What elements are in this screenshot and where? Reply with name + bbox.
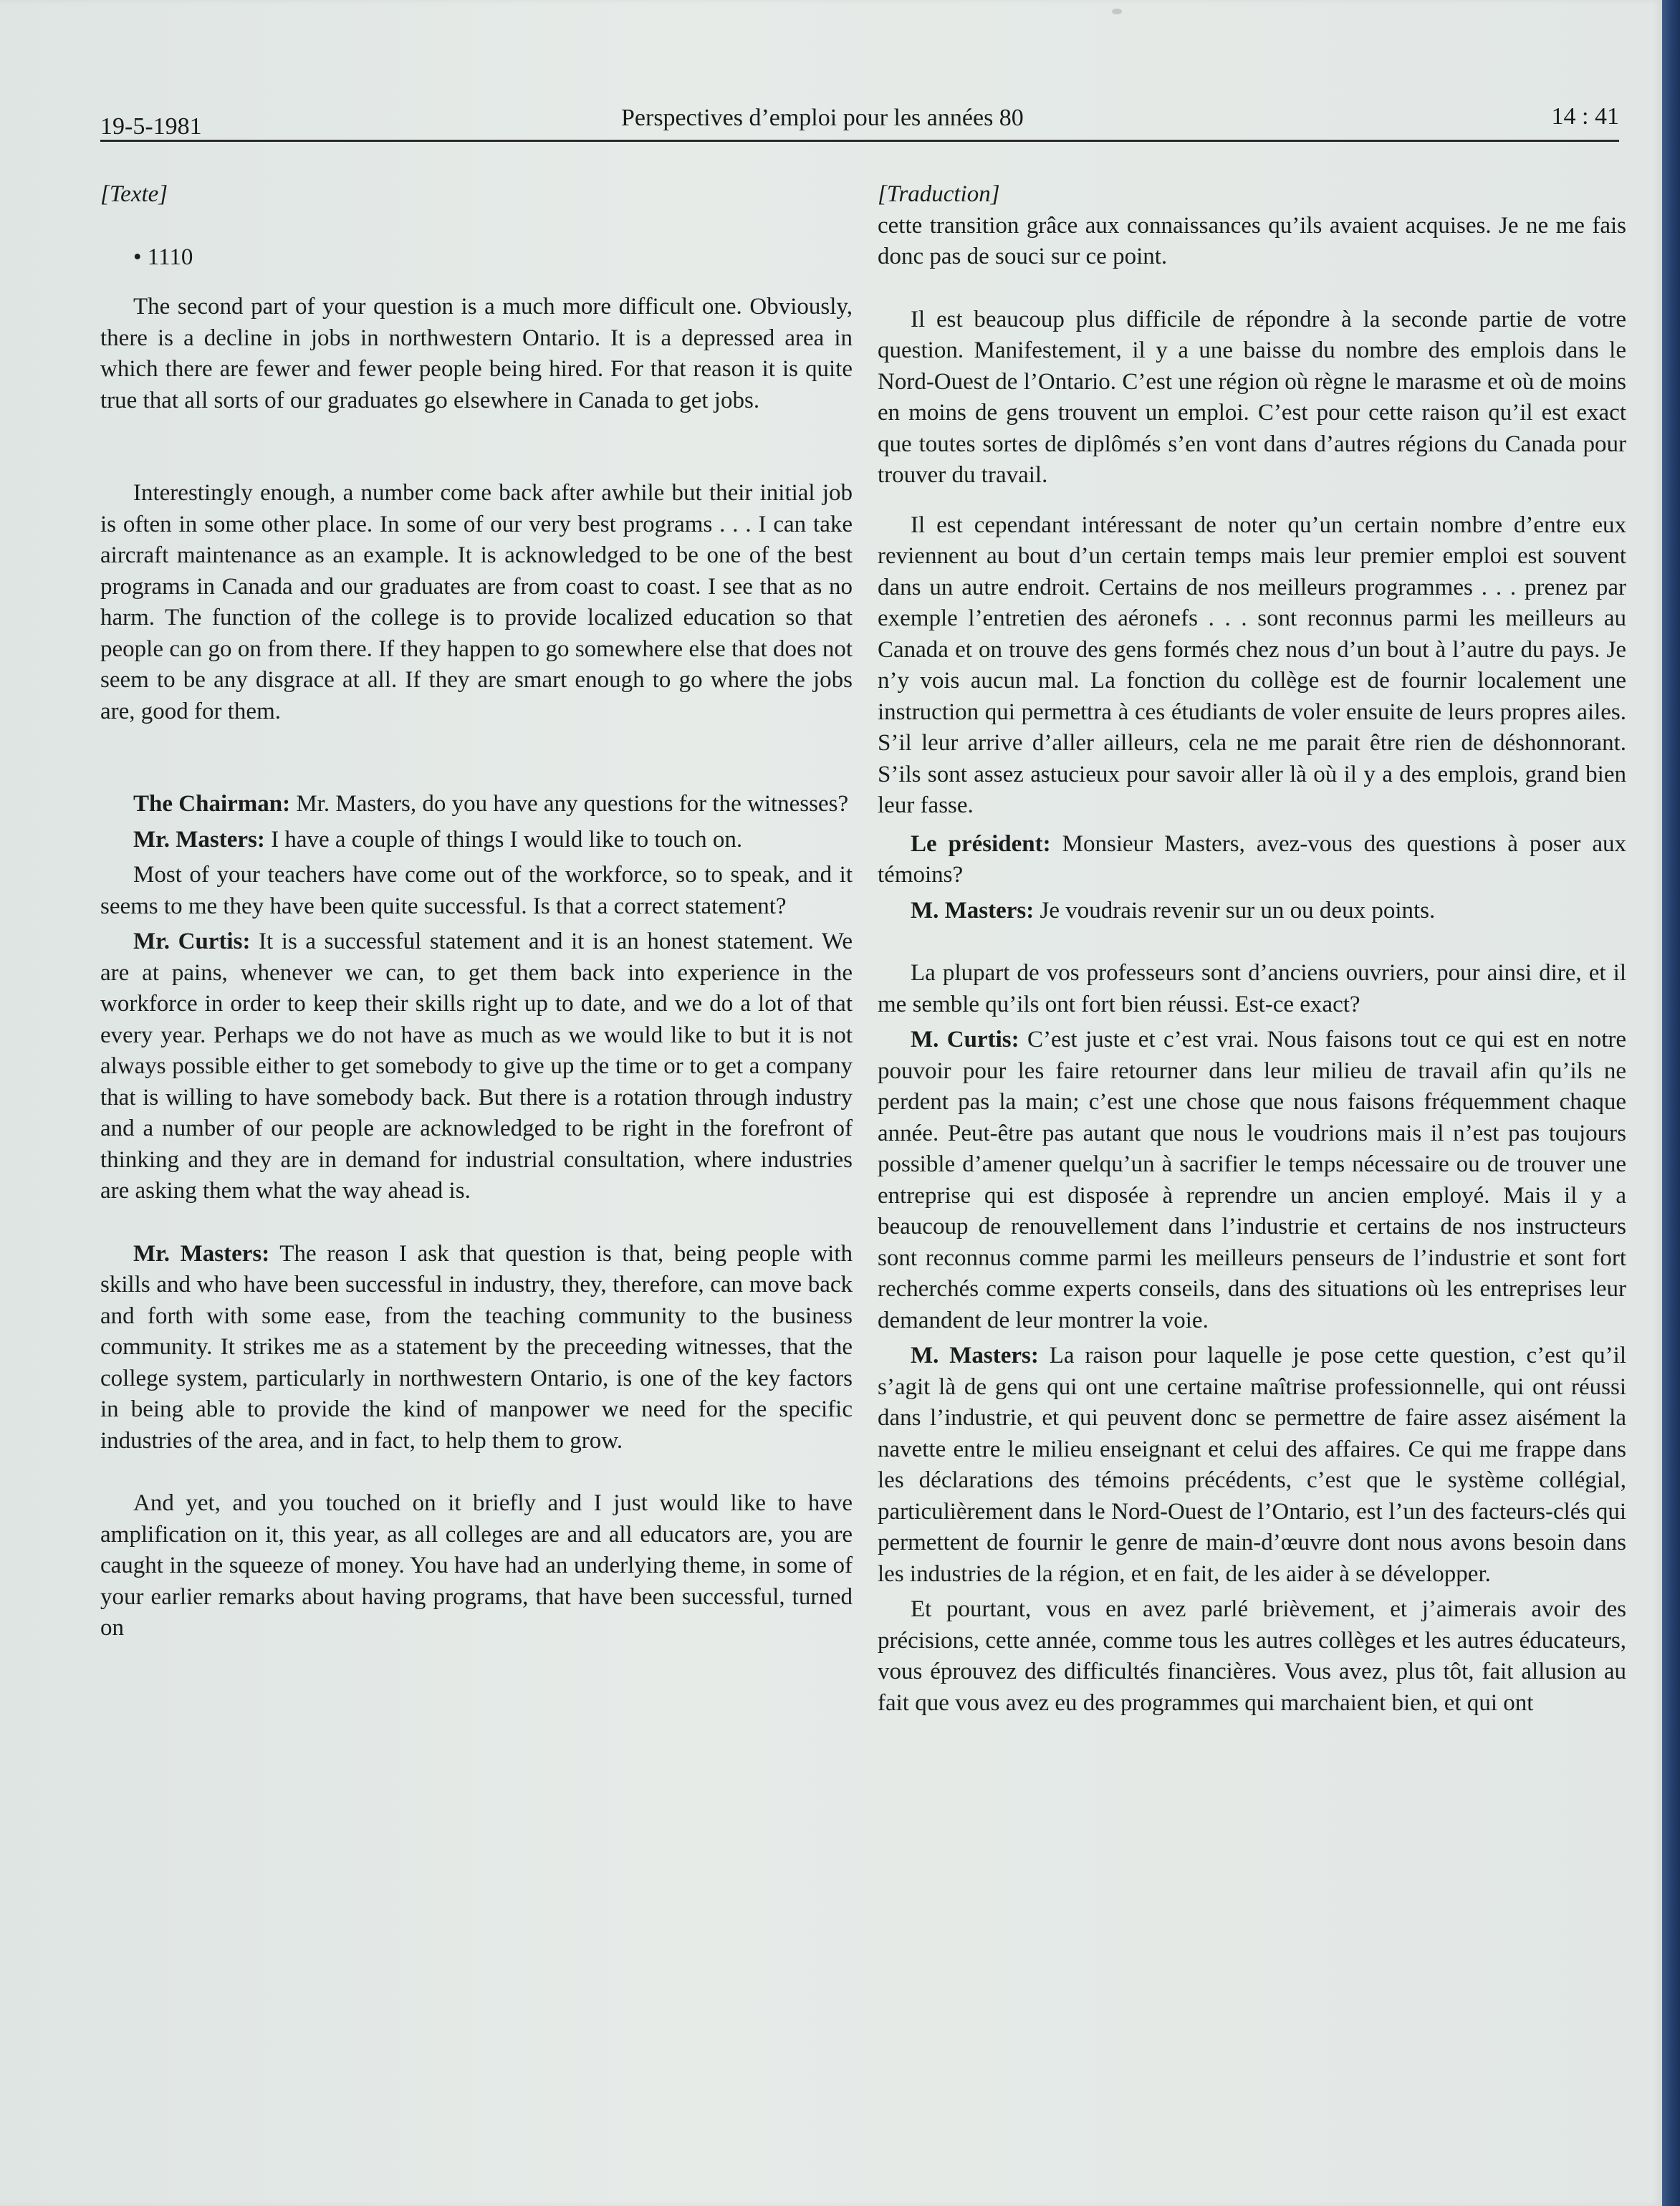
speaker-paragraph xyxy=(100,1239,853,1457)
paragraph: Most of your teachers have come out of the workforce, so to speak, and it seems to me they have been quite successful. Is that a correct statement? xyxy=(100,862,853,919)
paragraph: The second part of your question is a much more difficult one. Obviously, there is a decline in jobs in northwestern Ontario. It is a depressed area in which there are fewer and fewer people being hired. For that reason it is quite true that all sorts of our graduates go elsewhere in Canada to get jobs. xyxy=(100,294,853,413)
paper-speck xyxy=(1112,9,1122,14)
section-label-texte: [Texte] xyxy=(100,181,168,207)
header-title: Perspectives d’emploi pour les années 80 xyxy=(621,105,1024,131)
speech-text: It is a successful statement and it is an honest statement. We are at pains, whenever we can, to get them back into experience in the workforce in order to keep their skills right up to date, and we do a lot of that every year. Perhaps we do not have as much as we would like to but it is not always possible either to get somebody to give up the time or to get a company that is willing to have somebody back. But there is a rotation through industry and a number of our people are acknowledged to be right in the forefront of thinking and they are in demand for industrial consultation, where industries are asking them what the way ahead is. xyxy=(100,929,853,1204)
time-marker: • 1110 xyxy=(133,244,193,270)
speaker-name: Mr. Curtis: xyxy=(133,929,251,954)
speaker-name: Le président: xyxy=(911,830,1051,857)
section-label-traduction: [Traduction] xyxy=(878,181,1000,207)
speaker-name: The Chairman: xyxy=(133,791,291,817)
paragraph: Il est beaucoup plus difficile de répondre à la seconde partie de votre question. Manifestement, il y a une baisse du nombre des emplois dans le Nord-Ouest de l’Ontario. C’est une région où règne le marasme et où de moins en moins de gens trouvent un emploi. C’est pour cette raison qu’il est exact que toutes sortes de diplômés s’en vont dans d’autres régions du Canada pour trouver du travail. xyxy=(878,306,1626,488)
speaker-name: M. Masters: xyxy=(911,1343,1039,1368)
speech-text: Mr. Masters, do you have any questions for the witnesses? xyxy=(290,791,849,817)
running-header xyxy=(100,100,1619,143)
speaker-name: Mr. Masters: xyxy=(133,1240,270,1267)
speaker-name: M. Curtis: xyxy=(911,1027,1019,1052)
header-page-number: 14 : 41 xyxy=(1551,103,1619,130)
paragraph: cette transition grâce aux connaissances qu’ils avaient acquises. Je ne me fais donc pas de souci sur ce point. xyxy=(878,212,1626,269)
speech-text: La raison pour laquelle je pose cette question, c’est qu’il s’agit là de gens qui ont une certaine maîtrise professionnelle, qui ont réussi dans l’industrie, et qui peuvent donc se permettre de faire assez aisément la navette entre le milieu enseignant et celui des affaires. Ce qui me frappe dans les déclarations des témoins précédents, c’est que le système collégial, particulièrement dans le Nord-Ouest de l’Ontario, est l’un des facteurs-clés qui permettent de fournir le genre de main-d’œuvre dont nous avons besoin dans les industries de la région, et en fait, de les aider à se développer. xyxy=(878,1343,1626,1587)
paragraph: La plupart de vos professeurs sont d’anciens ouvriers, pour ainsi dire, et il me semble qu’ils ont fort bien réussi. Est-ce exact? xyxy=(878,960,1626,1017)
speaker-paragraph xyxy=(878,829,1626,891)
speaker-paragraph xyxy=(878,896,1626,927)
header-date: 19-5-1981 xyxy=(100,113,202,140)
paragraph: Interestingly enough, a number come back after awhile but their initial job is often in some other place. In some of our very best programs . . . I can take aircraft maintenance as an example. It is acknowledged to be one of the best programs in Canada and our graduates are from coast to coast. I see that as no harm. The function of the college is to provide localized education so that people can go on from there. If they happen to go somewhere else that does not seem to be any disgrace at all. If they are smart enough to go where the jobs are, good for them. xyxy=(100,480,853,724)
speaker-name: M. Masters: xyxy=(911,897,1035,924)
speech-text: I have a couple of things I would like to touch on. xyxy=(264,826,743,853)
speaker-paragraph xyxy=(878,1025,1626,1336)
header-rule xyxy=(100,140,1619,142)
speech-text: The reason I ask that question is that, being people with skills and who have been successful in industry, they, therefore, can move back and forth with some ease, from the teaching community to the business community. It strikes me as a statement by the preceeding witnesses, that the college system, particularly in northwestern Ontario, is one of the key factors in being able to provide the kind of manpower we need for the specific industries of the area, and in fact, to help them to grow. xyxy=(100,1240,853,1454)
speaker-name: Mr. Masters: xyxy=(133,826,265,853)
french-column xyxy=(878,179,1626,1719)
english-column xyxy=(100,179,853,1644)
binding-spine xyxy=(1662,0,1680,2206)
speaker-paragraph xyxy=(878,1341,1626,1590)
speech-text: Monsieur Masters, avez-vous des questions à poser aux témoins? xyxy=(878,830,1626,888)
paragraph: Et pourtant, vous en avez parlé brièvement, et j’aimerais avoir des précisions, cette année, comme tous les autres collèges et les autres éducateurs, vous éprouvez des difficultés financières. Vous avez, plus tôt, fait allusion au fait que vous avez eu des programmes qui marchaient bien, et qui ont xyxy=(878,1596,1626,1716)
speaker-paragraph xyxy=(100,926,853,1207)
speech-text: Je voudrais revenir sur un ou deux points. xyxy=(1034,897,1436,924)
paragraph: And yet, and you touched on it briefly and I just would like to have amplification on it, this year, as all colleges are and all educators are, you are caught in the squeeze of money. You have had an underlying theme, in some of your earlier remarks about having programs, that have been successful, turned on xyxy=(100,1490,853,1641)
speech-text: C’est juste et c’est vrai. Nous faisons tout ce qui est en notre pouvoir pour les faire retourner dans leur milieu de travail afin qu’ils ne perdent pas la main; c’est une chose que nous faisons fréquemment chaque année. Peut-être pas autant que nous le voudrions mais il n’est pas toujours possible d’amener quelqu’un à sacrifier le temps nécessaire ou de trouver une entreprise qui est disposée à reprendre un ancien employé. Mais il y a beaucoup de renouvellement dans l’industrie et certains de nos instructeurs sont reconnus comme parmi les meilleurs penseurs de l’industrie et sont fort recherchés comme experts conseils, dans des situations où les entreprises leur demandent de leur montrer la voie. xyxy=(878,1027,1626,1333)
speaker-paragraph xyxy=(100,789,853,820)
paragraph: Il est cependant intéressant de noter qu’un certain nombre d’entre eux reviennent au bout d’un certain temps mais leur premier emploi est souvent dans un autre endroit. Certains de nos meilleurs programmes . . . prenez par exemple l’entretien des aéronefs . . . sont reconnus parmi les meilleurs au Canada et on trouve des gens formés chez nous d’un bout à l’autre du pays. Je n’y vois aucun mal. La fonction du collège est de fournir localement une instruction qui permettra à ces étudiants de voler ensuite de leurs propres ailes. S’il leur arrive d’aller ailleurs, cela ne me parait être rien de déshonnorant. S’ils sont assez astucieux pour savoir aller là où il y a des emplois, grand bien leur fasse. xyxy=(878,512,1626,818)
speaker-paragraph xyxy=(100,825,853,856)
